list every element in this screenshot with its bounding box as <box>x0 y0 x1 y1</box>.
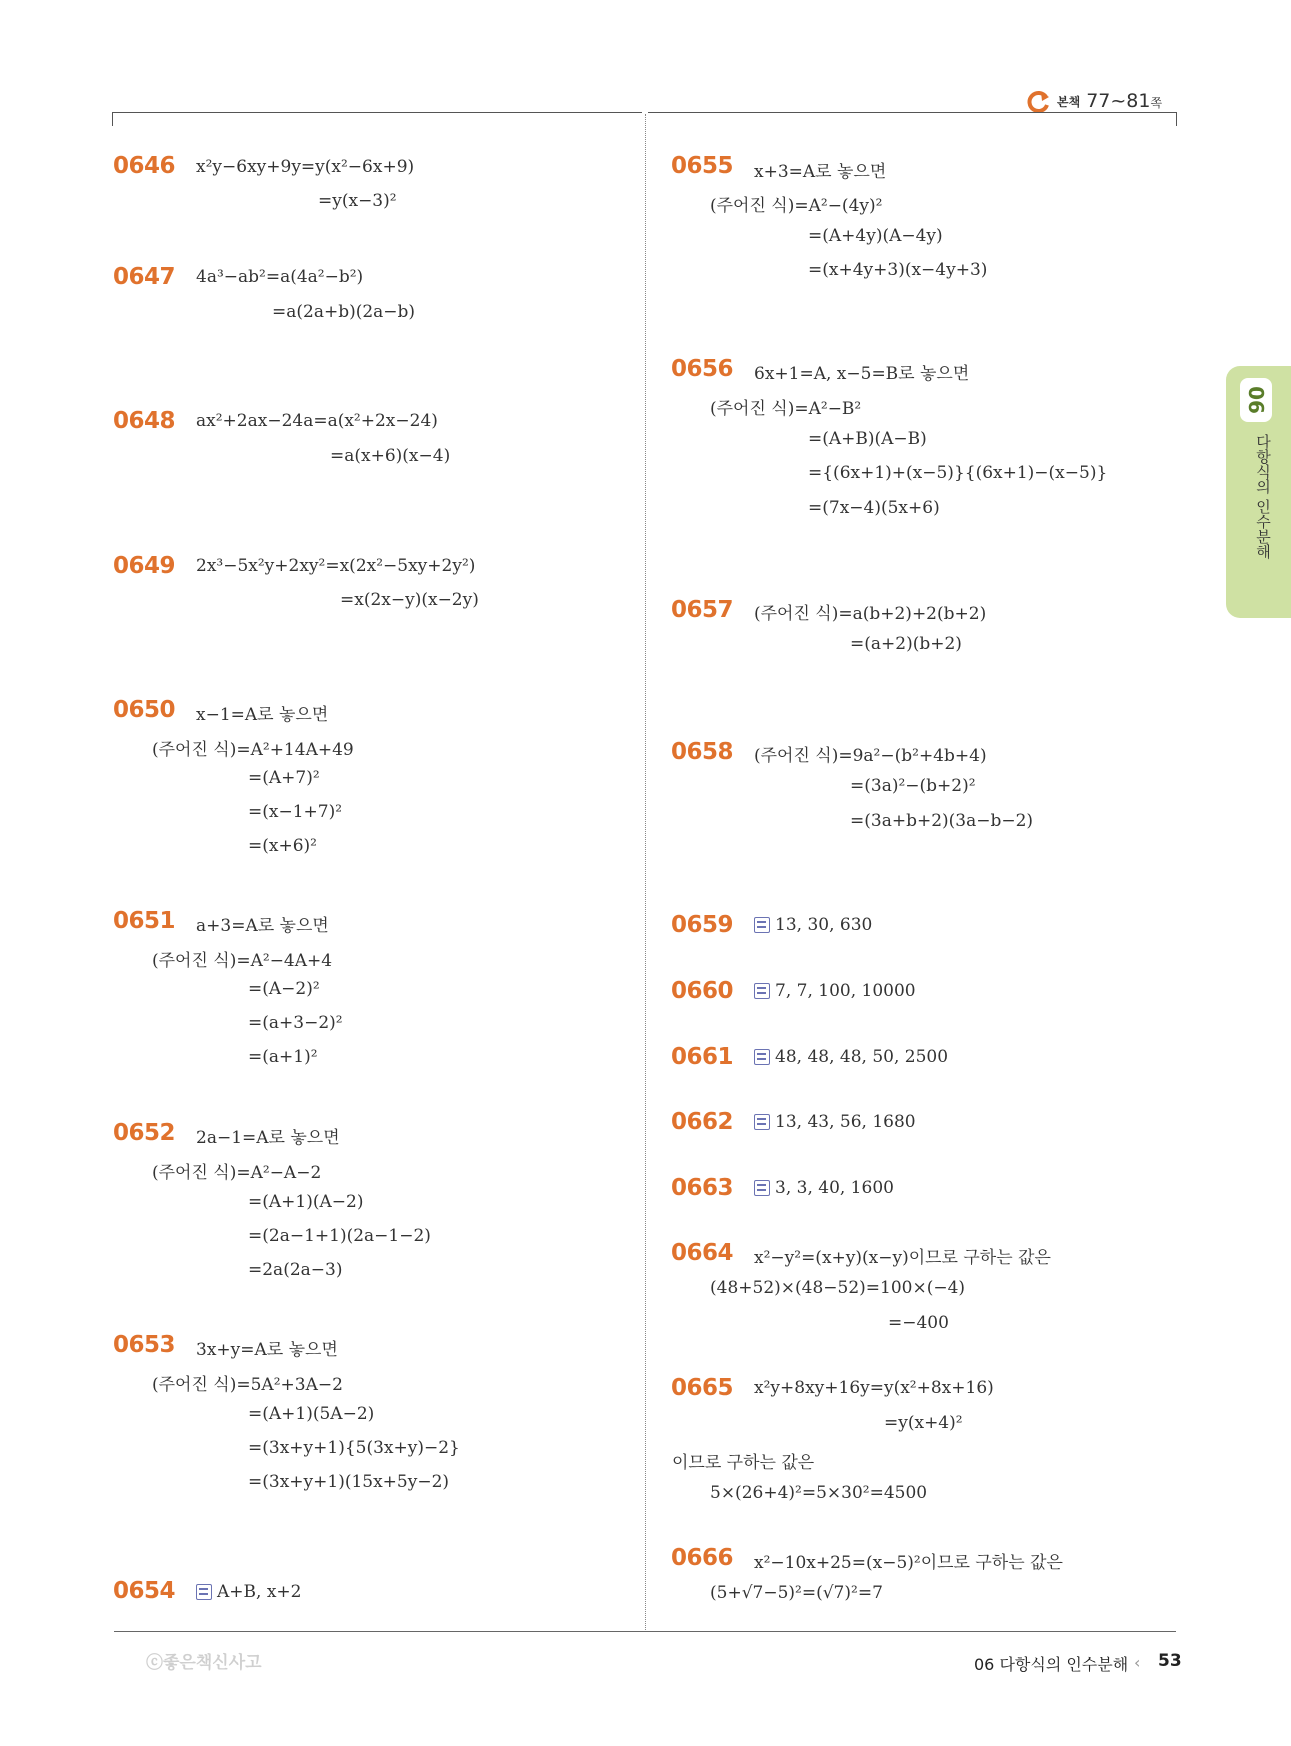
solution-line: (주어진 식)=A²−(4y)² <box>710 196 883 216</box>
answer-icon <box>754 917 770 933</box>
problem-number: 0647 <box>113 264 176 290</box>
problem-number: 0665 <box>671 1375 734 1401</box>
footer-rule <box>114 1631 1176 1632</box>
rule-tick <box>112 112 113 126</box>
solution-line: =(x+4y+3)(x−4y+3) <box>808 260 988 280</box>
solution-line: =(7x−4)(5x+6) <box>808 498 940 518</box>
chapter-tab <box>1226 366 1291 618</box>
solution-line: x²y+8xy+16y=y(x²+8x+16) <box>754 1378 994 1398</box>
problem-number: 0653 <box>113 1332 176 1358</box>
problem-number: 0656 <box>671 356 734 382</box>
solution-line: =(a+3−2)² <box>248 1013 343 1033</box>
problem-number: 0661 <box>671 1044 734 1070</box>
problem-number: 0650 <box>113 697 176 723</box>
solution-line: =(3x+y+1)(15x+5y−2) <box>248 1472 450 1492</box>
solution-line: 이므로 구하는 값은 <box>672 1453 815 1473</box>
problem-number: 0654 <box>113 1578 176 1604</box>
top-rule-right <box>648 112 1176 113</box>
answer-icon <box>754 1114 770 1130</box>
problem-number: 0649 <box>113 553 176 579</box>
solution-line: =y(x+4)² <box>884 1413 963 1433</box>
solution-line: x²−y²=(x+y)(x−y)이므로 구하는 값은 <box>754 1248 1051 1268</box>
solution-line: =(3a)²−(b+2)² <box>850 776 976 796</box>
solution-line: (주어진 식)=9a²−(b²+4b+4) <box>754 746 987 766</box>
solution-line: =(A+1)(A−2) <box>248 1192 364 1212</box>
solution-line: (주어진 식)=a(b+2)+2(b+2) <box>754 604 987 624</box>
solution-line: (48+52)×(48−52)=100×(−4) <box>710 1278 966 1298</box>
solution-line: x+3=A로 놓으면 <box>754 162 887 182</box>
chapter-title: 다항식의 인수분해 <box>1254 434 1272 559</box>
reference-pages: 77~81쪽 <box>1086 90 1163 112</box>
solution-line: =a(2a+b)(2a−b) <box>272 302 416 322</box>
problem-number: 0657 <box>671 597 734 623</box>
column-divider <box>645 114 646 1630</box>
solution-line: =(3x+y+1){5(3x+y)−2} <box>248 1438 460 1458</box>
solution-line: ={(6x+1)+(x−5)}{(6x+1)−(x−5)} <box>808 463 1108 483</box>
answer-icon <box>196 1584 212 1600</box>
answer: 7, 7, 100, 10000 <box>754 981 916 1001</box>
solution-line: =x(2x−y)(x−2y) <box>340 590 479 610</box>
solution-line: 4a³−ab²=a(4a²−b²) <box>196 267 364 287</box>
solution-line: 3x+y=A로 놓으면 <box>196 1340 338 1360</box>
solution-line: =2a(2a−3) <box>248 1260 343 1280</box>
solution-line: =(2a−1+1)(2a−1−2) <box>248 1226 431 1246</box>
problem-number: 0652 <box>113 1120 176 1146</box>
answer: 48, 48, 48, 50, 2500 <box>754 1047 948 1067</box>
top-rule-left <box>112 112 642 113</box>
solution-line: (주어진 식)=A²−B² <box>710 399 862 419</box>
solution-line: (주어진 식)=A²−4A+4 <box>152 951 333 971</box>
answer-icon <box>754 1049 770 1065</box>
refresh-arrow-icon <box>1027 89 1051 113</box>
problem-number: 0660 <box>671 978 734 1004</box>
solution-line: =(a+2)(b+2) <box>850 634 962 654</box>
solution-line: =(3a+b+2)(3a−b−2) <box>850 811 1034 831</box>
answer: 3, 3, 40, 1600 <box>754 1178 894 1198</box>
rule-tick <box>1176 112 1177 126</box>
solution-line: 6x+1=A, x−5=B로 놓으면 <box>754 364 970 384</box>
solution-line: 2x³−5x²y+2xy²=x(2x²−5xy+2y²) <box>196 556 476 576</box>
problem-number: 0651 <box>113 908 176 934</box>
page-number: 53 <box>1158 1651 1182 1671</box>
textbook-reference <box>1027 88 1162 114</box>
solution-line: =(A+B)(A−B) <box>808 429 927 449</box>
solution-line: =(A+4y)(A−4y) <box>808 226 943 246</box>
problem-number: 0662 <box>671 1109 734 1135</box>
problem-number: 0663 <box>671 1175 734 1201</box>
problem-number: 0659 <box>671 912 734 938</box>
solution-line: =(A+7)² <box>248 768 320 788</box>
problem-number: 0648 <box>113 408 176 434</box>
answer-icon <box>754 1180 770 1196</box>
solution-line: (주어진 식)=5A²+3A−2 <box>152 1375 343 1395</box>
reference-label: 본책 <box>1057 94 1081 109</box>
solution-line: =a(x+6)(x−4) <box>330 446 451 466</box>
publisher-mark: ⓒ좋은책신사고 <box>146 1653 262 1673</box>
solution-line: x²y−6xy+9y=y(x²−6x+9) <box>196 157 415 177</box>
solution-line: =(x+6)² <box>248 836 317 856</box>
answer-icon <box>754 983 770 999</box>
solution-line: =(a+1)² <box>248 1047 318 1067</box>
solution-line: =(A+1)(5A−2) <box>248 1404 375 1424</box>
solution-line: x−1=A로 놓으면 <box>196 705 329 725</box>
chapter-number: 06 <box>1240 378 1272 422</box>
solution-line: =y(x−3)² <box>318 191 397 211</box>
solution-line: =(x−1+7)² <box>248 802 343 822</box>
problem-number: 0664 <box>671 1240 734 1266</box>
problem-number: 0646 <box>113 153 176 179</box>
problem-number: 0655 <box>671 153 734 179</box>
problem-number: 0666 <box>671 1545 734 1571</box>
chevron-left-icon: ‹ <box>1134 1653 1141 1672</box>
solution-line: (5+√7−5)²=(√7)²=7 <box>710 1583 883 1603</box>
solution-line: ax²+2ax−24a=a(x²+2x−24) <box>196 411 438 431</box>
solution-line: 2a−1=A로 놓으면 <box>196 1128 340 1148</box>
solution-line: a+3=A로 놓으면 <box>196 916 329 936</box>
solution-line: (주어진 식)=A²−A−2 <box>152 1163 322 1183</box>
problem-number: 0658 <box>671 739 734 765</box>
solution-line: =−400 <box>888 1313 949 1333</box>
solution-line: =(A−2)² <box>248 979 320 999</box>
footer-chapter: 06 다항식의 인수분해 <box>974 1655 1129 1674</box>
solution-line: 5×(26+4)²=5×30²=4500 <box>710 1483 928 1503</box>
answer: A+B, x+2 <box>196 1582 301 1602</box>
solution-line: (주어진 식)=A²+14A+49 <box>152 740 354 760</box>
answer: 13, 30, 630 <box>754 915 872 935</box>
solution-line: x²−10x+25=(x−5)²이므로 구하는 값은 <box>754 1553 1063 1573</box>
answer: 13, 43, 56, 1680 <box>754 1112 916 1132</box>
